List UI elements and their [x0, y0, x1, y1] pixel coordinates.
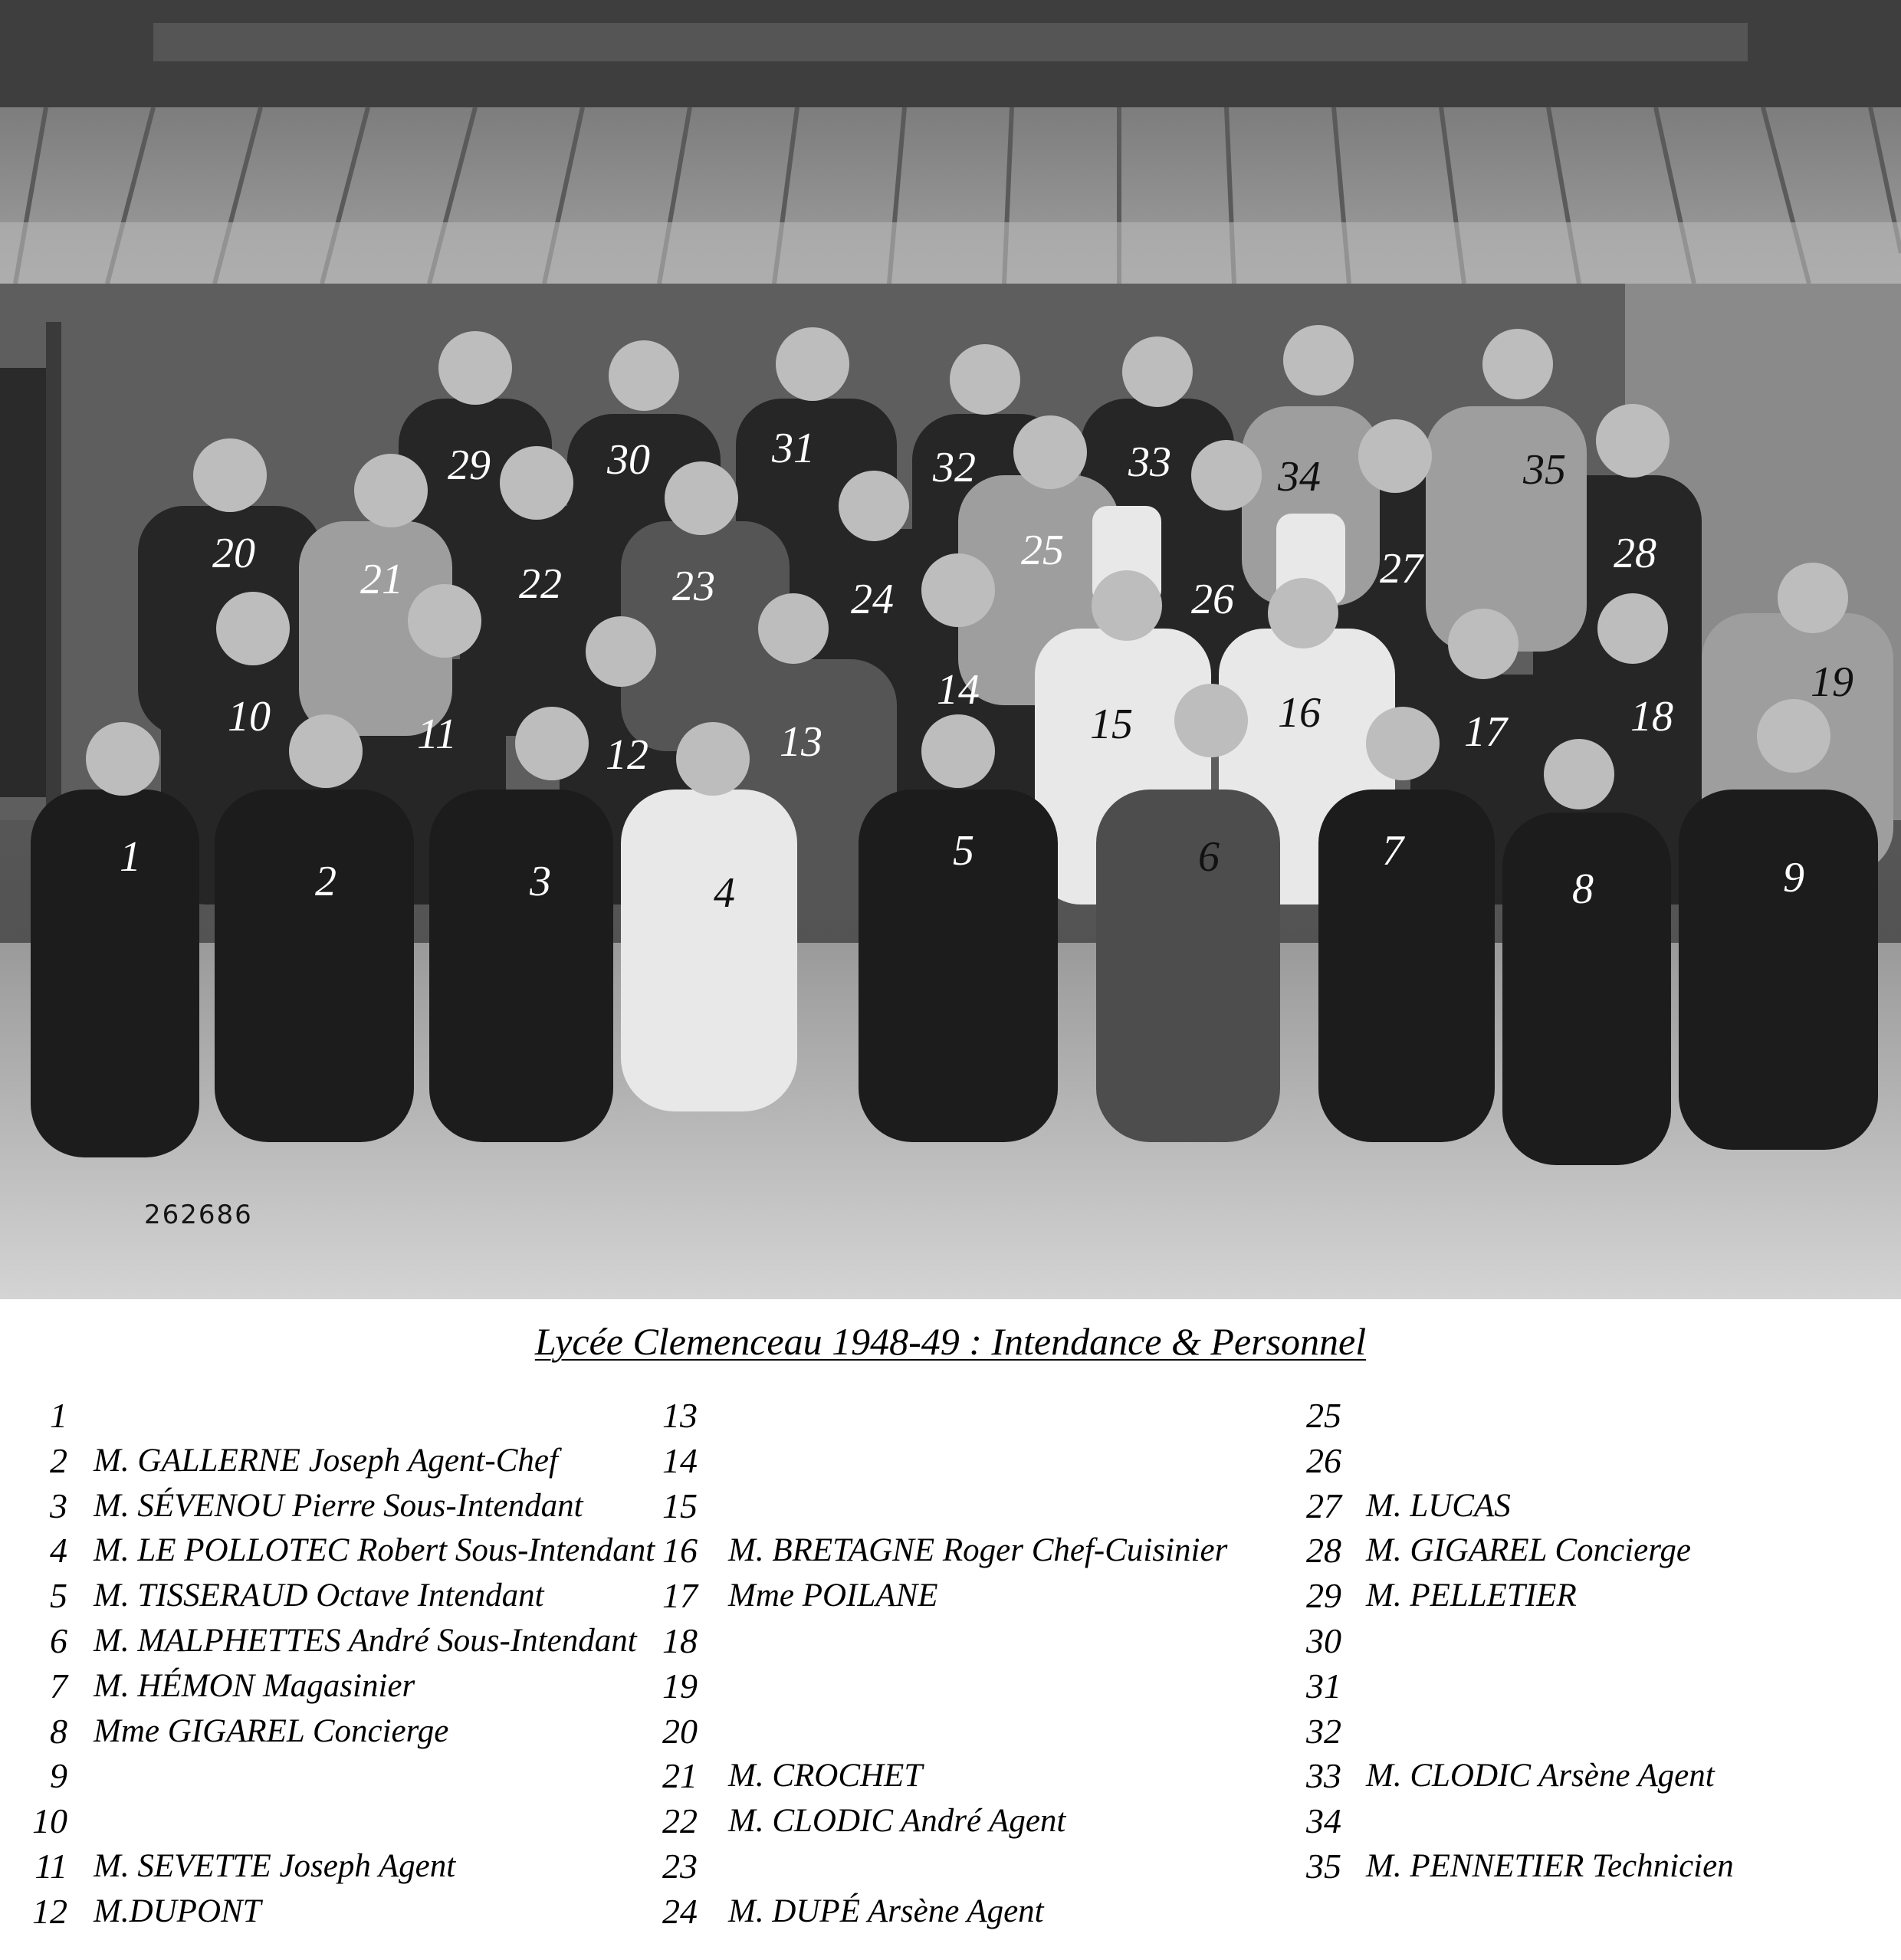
- legend-row: [636, 1528, 1272, 1574]
- figure-number: 9: [1783, 854, 1804, 901]
- figure-number: 30: [607, 436, 650, 484]
- legend-row: [636, 1799, 1272, 1844]
- legend-name: M. LUCAS: [1366, 1487, 1511, 1524]
- figure-number: 6: [1198, 833, 1220, 881]
- legend-name: M. SÉVENOU Pierre Sous-Intendant: [94, 1487, 583, 1524]
- legend-row: [1272, 1664, 1901, 1709]
- figure-number: 10: [228, 693, 271, 740]
- legend-row: [1272, 1709, 1901, 1755]
- legend-number: 9: [50, 1756, 67, 1796]
- legend-row: [1272, 1528, 1901, 1574]
- legend-column-1: [0, 1394, 655, 1935]
- legend-row: [0, 1439, 636, 1484]
- figure-number: 1: [120, 833, 141, 881]
- legend-number: 24: [662, 1891, 698, 1931]
- legend-number: 30: [1306, 1620, 1341, 1660]
- legend-row: [636, 1754, 1272, 1799]
- figure-number: 16: [1278, 689, 1321, 737]
- figure-number: 11: [417, 711, 457, 758]
- figure-number: 35: [1523, 446, 1566, 494]
- legend-row: [0, 1889, 636, 1935]
- legend-name: M. PELLETIER: [1366, 1578, 1577, 1614]
- figure-number: 17: [1464, 708, 1507, 756]
- figure-number: 34: [1278, 453, 1321, 501]
- figure-number: 22: [519, 560, 562, 608]
- legend-number: 5: [50, 1576, 67, 1616]
- legend-number: 35: [1306, 1846, 1341, 1886]
- legend-number: 21: [662, 1756, 698, 1796]
- legend-row: [636, 1394, 1272, 1439]
- legend-name: M. MALPHETTES André Sous-Intendant: [94, 1622, 637, 1659]
- figure-number: 31: [772, 425, 815, 472]
- figure-number: 23: [672, 563, 715, 610]
- legend-row: [1272, 1799, 1901, 1844]
- legend-name: M. PENNETIER Technicien: [1366, 1847, 1734, 1884]
- legend-number: 16: [662, 1531, 698, 1571]
- legend-number: 29: [1306, 1576, 1341, 1616]
- figure-number: 12: [606, 731, 648, 779]
- legend-name: M. TISSERAUD Octave Intendant: [94, 1578, 544, 1614]
- caption-title: Lycée Clemenceau 1948-49 : Intendance & Personnel: [534, 1320, 1367, 1363]
- figure-number: 33: [1128, 438, 1171, 486]
- legend-name: M. CLODIC Arsène Agent: [1366, 1758, 1715, 1794]
- legend-row: [1272, 1439, 1901, 1484]
- legend-number: 28: [1306, 1531, 1341, 1571]
- legend-row: [1272, 1574, 1901, 1619]
- legend-number: 2: [50, 1440, 67, 1480]
- legend-name: M. LE POLLOTEC Robert Sous-Intendant: [94, 1532, 655, 1569]
- figure-number: 20: [212, 530, 255, 577]
- figure-number: 3: [530, 858, 551, 905]
- legend-number: 27: [1306, 1486, 1341, 1525]
- legend-row: [0, 1754, 636, 1799]
- legend-row: [636, 1619, 1272, 1664]
- figure-number: 13: [780, 718, 822, 766]
- figure-number: 8: [1572, 865, 1594, 913]
- legend-row: [0, 1799, 636, 1844]
- legend-number: 31: [1306, 1666, 1341, 1706]
- legend-number: 19: [662, 1666, 698, 1706]
- figure-number: 5: [953, 827, 974, 875]
- legend-column-2: [636, 1394, 1272, 1935]
- legend-number: 17: [662, 1576, 698, 1616]
- figure-number: 29: [448, 442, 491, 489]
- legend-number: 6: [50, 1620, 67, 1660]
- legend-number: 34: [1306, 1801, 1341, 1841]
- photo-stamp: 262686: [144, 1200, 253, 1230]
- legend-number: 1: [50, 1396, 67, 1435]
- legend-row: [636, 1709, 1272, 1755]
- names-legend: [0, 1394, 1901, 1945]
- legend-row: [636, 1574, 1272, 1619]
- legend-row: [1272, 1754, 1901, 1799]
- legend-name: M. BRETAGNE Roger Chef-Cuisinier: [728, 1532, 1228, 1569]
- legend-row: [0, 1394, 636, 1439]
- legend-row: [0, 1709, 636, 1755]
- legend-row: [0, 1574, 636, 1619]
- legend-row: [636, 1484, 1272, 1529]
- legend-name: Mme POILANE: [728, 1578, 938, 1614]
- legend-number: 20: [662, 1711, 698, 1751]
- legend-number: 11: [34, 1846, 67, 1886]
- legend-number: 15: [662, 1486, 698, 1525]
- legend-column-3: [1272, 1394, 1901, 1889]
- legend-name: M. DUPÉ Arsène Agent: [728, 1893, 1044, 1929]
- legend-row: [0, 1484, 636, 1529]
- legend-row: [0, 1619, 636, 1664]
- legend-row: [1272, 1484, 1901, 1529]
- legend-row: [1272, 1394, 1901, 1439]
- legend-row: [1272, 1844, 1901, 1889]
- legend-number: 7: [50, 1666, 67, 1706]
- figure-number: 24: [851, 576, 894, 623]
- legend-number: 14: [662, 1440, 698, 1480]
- figure-number: 7: [1382, 827, 1404, 875]
- legend-name: M. HÉMON Magasinier: [94, 1667, 415, 1704]
- legend-row: [0, 1528, 655, 1574]
- legend-number: 12: [32, 1891, 67, 1931]
- legend-name: M. CROCHET: [728, 1758, 923, 1794]
- legend-number: 8: [50, 1711, 67, 1751]
- figure-number: 4: [714, 869, 735, 917]
- figure-number: 14: [937, 666, 980, 714]
- figure-number: 26: [1191, 576, 1234, 623]
- figure-number: 28: [1614, 530, 1656, 577]
- legend-number: 25: [1306, 1396, 1341, 1435]
- figure-number: 15: [1090, 701, 1133, 748]
- figure-number: 21: [360, 556, 403, 603]
- legend-name: M. GALLERNE Joseph Agent-Chef: [94, 1442, 558, 1479]
- legend-number: 32: [1306, 1711, 1341, 1751]
- legend-name: M. SEVETTE Joseph Agent: [94, 1847, 456, 1884]
- legend-row: [636, 1844, 1272, 1889]
- legend-number: 23: [662, 1846, 698, 1886]
- legend-number: 18: [662, 1620, 698, 1660]
- legend-number: 4: [50, 1531, 67, 1571]
- figure-number: 32: [933, 444, 976, 491]
- legend-number: 10: [32, 1801, 67, 1841]
- figure-number: 25: [1021, 527, 1064, 574]
- figure-number: 18: [1630, 693, 1673, 740]
- legend-row: [636, 1889, 1272, 1935]
- legend-row: [0, 1844, 636, 1889]
- legend-name: M.DUPONT: [94, 1893, 261, 1929]
- legend-row: [636, 1664, 1272, 1709]
- legend-number: 3: [50, 1486, 67, 1525]
- legend-name: M. GIGAREL Concierge: [1366, 1532, 1691, 1569]
- legend-row: [636, 1439, 1272, 1484]
- legend-number: 13: [662, 1396, 698, 1435]
- figure-number: 27: [1380, 545, 1423, 593]
- legend-row: [1272, 1619, 1901, 1664]
- legend-name: Mme GIGAREL Concierge: [94, 1712, 449, 1749]
- figure-number: 19: [1811, 658, 1853, 706]
- legend-number: 33: [1306, 1756, 1341, 1796]
- legend-number: 22: [662, 1801, 698, 1841]
- legend-row: [0, 1664, 636, 1709]
- figure-number: 2: [315, 858, 337, 905]
- legend-number: 26: [1306, 1440, 1341, 1480]
- legend-name: M. CLODIC André Agent: [728, 1803, 1066, 1840]
